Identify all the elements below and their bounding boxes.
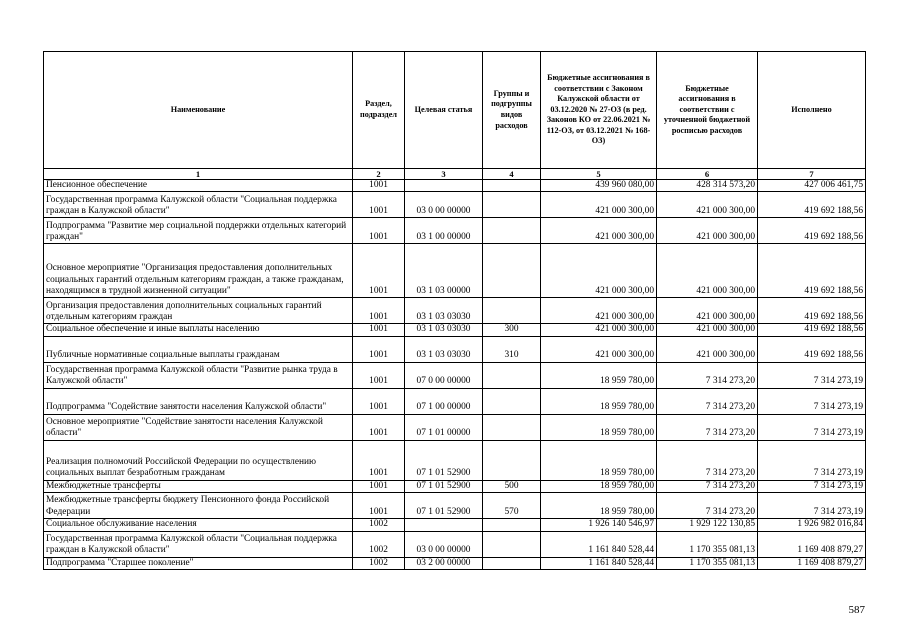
row-executed-amount: 427 006 461,75 [758, 180, 866, 192]
row-target: 07 1 01 00000 [405, 414, 483, 440]
row-executed-amount: 419 692 188,56 [758, 336, 866, 362]
row-target: 03 1 03 03030 [405, 336, 483, 362]
row-refined-amount: 421 000 300,00 [657, 324, 758, 336]
header-law-allocations: Бюджетные ассигнования в соответствии с Законом Калужской области от 03.12.2020 № 27-ОЗ (в ред. Законов КО от 22.06.2021 № 112-ОЗ, от 03.12.2021 № 168-ОЗ) [541, 52, 657, 169]
row-law-amount: 18 959 780,00 [541, 493, 657, 519]
row-refined-amount: 7 314 273,20 [657, 440, 758, 480]
row-law-amount: 1 161 840 528,44 [541, 531, 657, 557]
table-row [44, 180, 866, 192]
row-group [483, 557, 541, 569]
row-name: Подпрограмма "Развитие мер социальной поддержки отдельных категорий граждан" [44, 218, 353, 244]
row-refined-amount: 1 170 355 081,13 [657, 531, 758, 557]
row-section: 1001 [353, 388, 405, 414]
row-group: 570 [483, 493, 541, 519]
row-law-amount: 1 926 140 546,97 [541, 519, 657, 531]
row-law-amount: 421 000 300,00 [541, 336, 657, 362]
column-number: 5 [541, 169, 657, 180]
row-name: Государственная программа Калужской области "Социальная поддержка граждан в Калужской области" [44, 192, 353, 218]
row-section: 1001 [353, 180, 405, 192]
row-refined-amount: 7 314 273,20 [657, 388, 758, 414]
row-refined-amount: 1 929 122 130,85 [657, 519, 758, 531]
row-refined-amount: 421 000 300,00 [657, 192, 758, 218]
row-section: 1002 [353, 519, 405, 531]
row-target: 03 1 03 03030 [405, 298, 483, 324]
header-refined-allocations: Бюджетные ассигнования в соответствии с уточненной бюджетной росписью расходов [657, 52, 758, 169]
row-target [405, 180, 483, 192]
table-row [44, 298, 866, 324]
row-law-amount: 439 960 080,00 [541, 180, 657, 192]
table-row [44, 192, 866, 218]
row-target: 03 1 03 00000 [405, 244, 483, 298]
row-target: 07 1 00 00000 [405, 388, 483, 414]
row-executed-amount: 7 314 273,19 [758, 414, 866, 440]
row-name: Публичные нормативные социальные выплаты гражданам [44, 336, 353, 362]
table-row [44, 388, 866, 414]
row-group [483, 180, 541, 192]
row-target: 03 1 03 03030 [405, 324, 483, 336]
row-law-amount: 421 000 300,00 [541, 298, 657, 324]
row-law-amount: 18 959 780,00 [541, 362, 657, 388]
row-refined-amount: 421 000 300,00 [657, 336, 758, 362]
row-target: 03 2 00 00000 [405, 557, 483, 569]
header-executed: Исполнено [758, 52, 866, 169]
row-group [483, 298, 541, 324]
row-section: 1002 [353, 557, 405, 569]
header-section: Раздел, подраздел [353, 52, 405, 169]
row-executed-amount: 7 314 273,19 [758, 493, 866, 519]
row-target: 07 1 01 52900 [405, 493, 483, 519]
row-group [483, 531, 541, 557]
row-target: 03 0 00 00000 [405, 531, 483, 557]
row-law-amount: 421 000 300,00 [541, 244, 657, 298]
row-target: 03 1 00 00000 [405, 218, 483, 244]
row-refined-amount: 7 314 273,20 [657, 362, 758, 388]
header-row [44, 52, 866, 169]
row-name: Социальное обслуживание населения [44, 519, 353, 531]
column-number: 6 [657, 169, 758, 180]
row-group [483, 388, 541, 414]
row-law-amount: 18 959 780,00 [541, 480, 657, 492]
table-row [44, 440, 866, 480]
row-law-amount: 18 959 780,00 [541, 414, 657, 440]
row-refined-amount: 7 314 273,20 [657, 480, 758, 492]
row-refined-amount: 428 314 573,20 [657, 180, 758, 192]
row-group [483, 362, 541, 388]
table-row [44, 480, 866, 492]
table-row [44, 324, 866, 336]
budget-table [43, 51, 866, 570]
row-law-amount: 421 000 300,00 [541, 192, 657, 218]
row-section: 1001 [353, 440, 405, 480]
table-row [44, 414, 866, 440]
row-executed-amount: 1 169 408 879,27 [758, 557, 866, 569]
row-name: Государственная программа Калужской области "Социальная поддержка граждан в Калужской области" [44, 531, 353, 557]
row-group: 500 [483, 480, 541, 492]
row-refined-amount: 7 314 273,20 [657, 493, 758, 519]
row-executed-amount: 419 692 188,56 [758, 218, 866, 244]
row-target: 07 1 01 52900 [405, 440, 483, 480]
row-executed-amount: 7 314 273,19 [758, 480, 866, 492]
row-section: 1001 [353, 414, 405, 440]
row-section: 1002 [353, 531, 405, 557]
row-law-amount: 1 161 840 528,44 [541, 557, 657, 569]
row-executed-amount: 419 692 188,56 [758, 324, 866, 336]
row-target [405, 519, 483, 531]
row-refined-amount: 421 000 300,00 [657, 298, 758, 324]
table-row [44, 218, 866, 244]
row-section: 1001 [353, 362, 405, 388]
table-row [44, 519, 866, 531]
row-section: 1001 [353, 324, 405, 336]
row-law-amount: 18 959 780,00 [541, 440, 657, 480]
row-target: 03 0 00 00000 [405, 192, 483, 218]
row-group [483, 440, 541, 480]
column-number: 3 [405, 169, 483, 180]
row-group [483, 414, 541, 440]
row-group [483, 244, 541, 298]
row-executed-amount: 7 314 273,19 [758, 440, 866, 480]
table-row [44, 244, 866, 298]
column-number: 4 [483, 169, 541, 180]
row-group [483, 519, 541, 531]
row-name: Межбюджетные трансферты бюджету Пенсионного фонда Российской Федерации [44, 493, 353, 519]
row-section: 1001 [353, 244, 405, 298]
row-refined-amount: 7 314 273,20 [657, 414, 758, 440]
row-name: Подпрограмма "Содействие занятости населения Калужской области" [44, 388, 353, 414]
row-name: Государственная программа Калужской области "Развитие рынка труда в Калужской области" [44, 362, 353, 388]
column-number: 2 [353, 169, 405, 180]
header-target-article: Целевая статья [405, 52, 483, 169]
row-name: Основное мероприятие "Организация предоставления дополнительных социальных гарантий отдельным категориям граждан, а также гражданам, находящимся в трудной жизненной ситуации" [44, 244, 353, 298]
row-section: 1001 [353, 493, 405, 519]
row-executed-amount: 419 692 188,56 [758, 192, 866, 218]
row-refined-amount: 1 170 355 081,13 [657, 557, 758, 569]
row-law-amount: 421 000 300,00 [541, 324, 657, 336]
row-name: Межбюджетные трансферты [44, 480, 353, 492]
row-executed-amount: 7 314 273,19 [758, 388, 866, 414]
column-number-row [44, 169, 866, 180]
row-group: 310 [483, 336, 541, 362]
header-name: Наименование [44, 52, 353, 169]
row-executed-amount: 419 692 188,56 [758, 298, 866, 324]
row-law-amount: 421 000 300,00 [541, 218, 657, 244]
row-law-amount: 18 959 780,00 [541, 388, 657, 414]
page-number: 587 [848, 604, 865, 616]
row-executed-amount: 7 314 273,19 [758, 362, 866, 388]
table-row [44, 493, 866, 519]
row-name: Организация предоставления дополнительных социальных гарантий отдельным категориям граждан [44, 298, 353, 324]
row-group [483, 218, 541, 244]
row-name: Социальное обеспечение и иные выплаты населению [44, 324, 353, 336]
table-row [44, 531, 866, 557]
column-number: 7 [758, 169, 866, 180]
row-refined-amount: 421 000 300,00 [657, 244, 758, 298]
row-executed-amount: 419 692 188,56 [758, 244, 866, 298]
table-row [44, 362, 866, 388]
row-target: 07 1 01 52900 [405, 480, 483, 492]
row-section: 1001 [353, 298, 405, 324]
row-executed-amount: 1 926 982 016,84 [758, 519, 866, 531]
row-name: Основное мероприятие "Содействие занятости населения Калужской области" [44, 414, 353, 440]
row-group [483, 192, 541, 218]
header-expense-groups: Группы и подгруппы видов расходов [483, 52, 541, 169]
row-section: 1001 [353, 218, 405, 244]
column-number: 1 [44, 169, 353, 180]
row-section: 1001 [353, 336, 405, 362]
row-name: Подпрограмма "Старшее поколение" [44, 557, 353, 569]
row-section: 1001 [353, 480, 405, 492]
table-row [44, 336, 866, 362]
row-name: Пенсионное обеспечение [44, 180, 353, 192]
row-target: 07 0 00 00000 [405, 362, 483, 388]
row-group: 300 [483, 324, 541, 336]
row-executed-amount: 1 169 408 879,27 [758, 531, 866, 557]
row-refined-amount: 421 000 300,00 [657, 218, 758, 244]
row-name: Реализация полномочий Российской Федерации по осуществлению социальных выплат безработным гражданам [44, 440, 353, 480]
table-row [44, 557, 866, 569]
row-section: 1001 [353, 192, 405, 218]
